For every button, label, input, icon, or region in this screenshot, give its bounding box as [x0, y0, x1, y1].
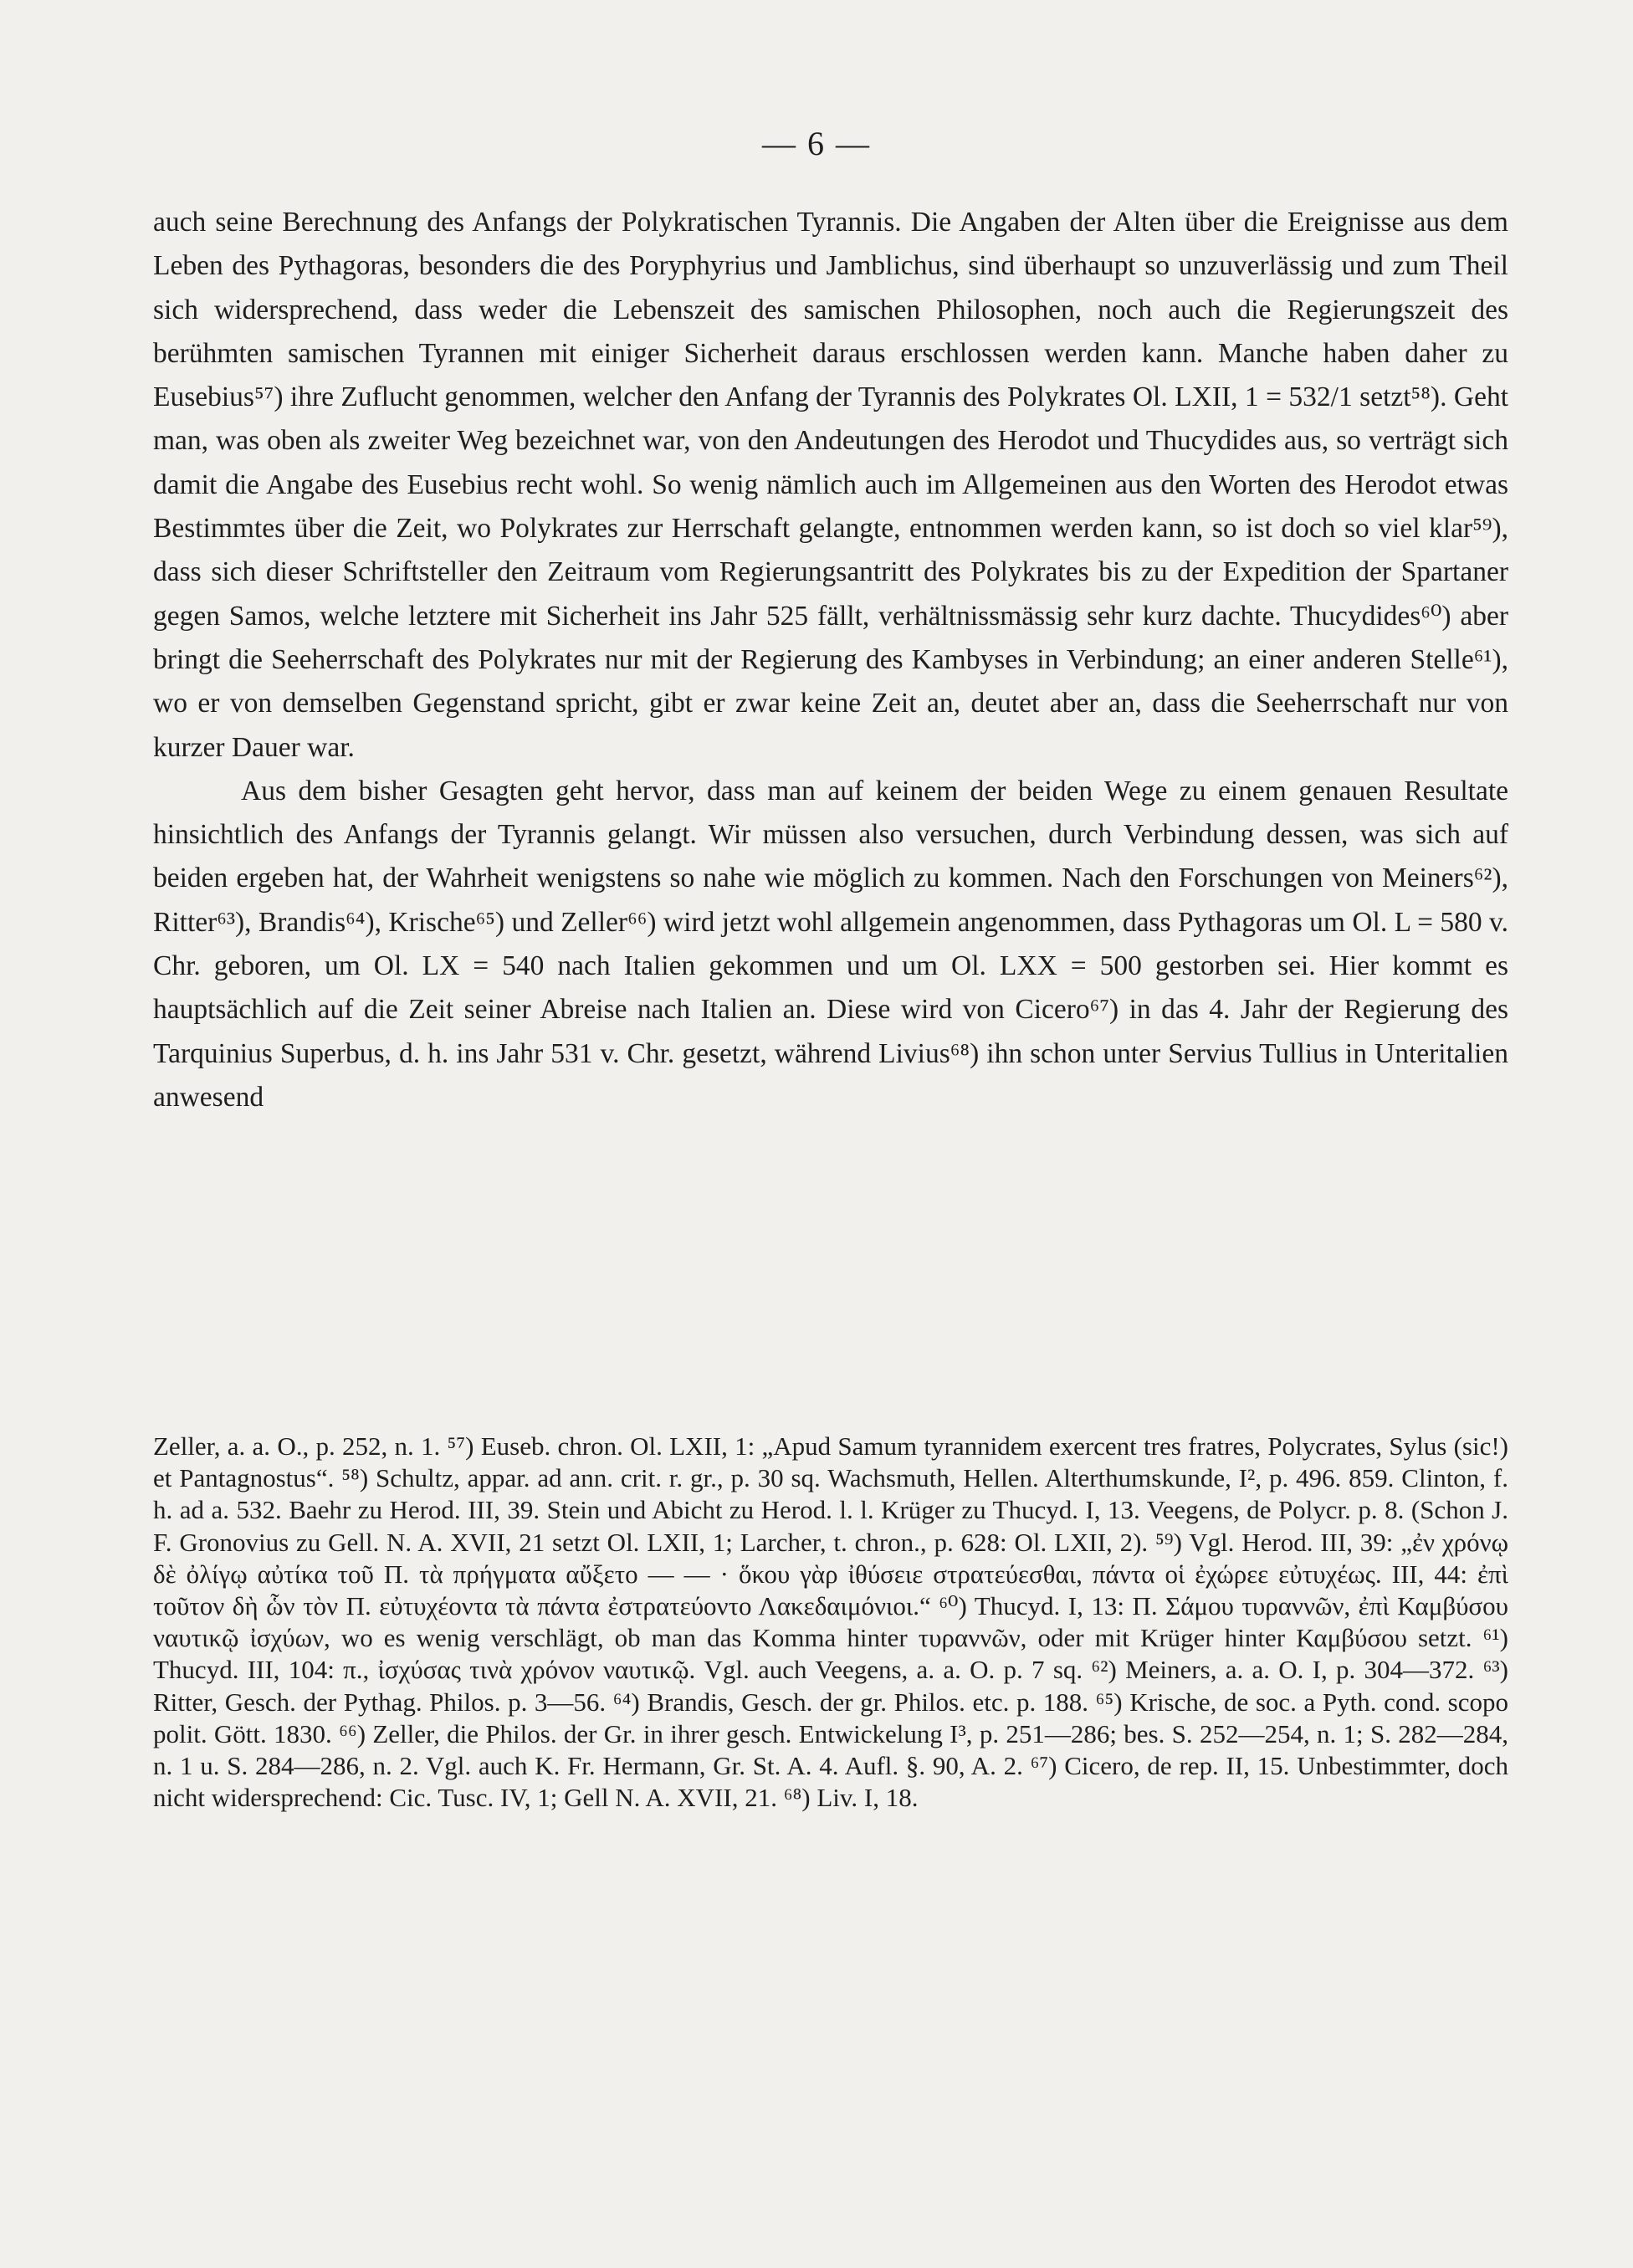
paragraph: Aus dem bisher Gesagten geht hervor, dass man auf keinem der beiden Wege zu einem genauen Resultate hinsichtlich des Anfangs der Tyrannis gelangt. Wir müssen also versuchen, durch Verbindung dessen, was sich auf beiden ergeben hat, der Wahrheit wenigstens so nahe wie möglich zu kommen. Nach den Forschungen von Meiners⁶²), Ritter⁶³), Brandis⁶⁴), Krische⁶⁵) und Zeller⁶⁶) wird jetzt wohl allgemein angenommen, dass Pythagoras um Ol. L = 580 v. Chr. geboren, um Ol. LX = 540 nach Italien gekommen und um Ol. LXX = 500 gestorben sei. Hier kommt es hauptsächlich auf die Zeit seiner Abreise nach Italien an. Diese wird von Cicero⁶⁷) in das 4. Jahr der Regierung des Tarquinius Superbus, d. h. ins Jahr 531 v. Chr. gesetzt, während Livius⁶⁸) ihn schon unter Servius Tullius in Unteritalien anwesend: [153, 775, 1509, 1113]
footnotes: [153, 1431, 1508, 1814]
footnote-text: Zeller, a. a. O., p. 252, n. 1. ⁵⁷) Euseb. chron. Ol. LXII, 1: „Apud Samum tyrannidem exercent tres fratres, Polycrates, Sylus (sic!) et Pantagnostus“. ⁵⁸) Schultz, appar. ad ann. crit. r. gr., p. 30 sq. Wachsmuth, Hellen. Alterthumskunde, I², p. 496. 859. Clinton, f. h. ad a. 532. Baehr zu Herod. III, 39. Stein und Abicht zu Herod. l. l. Krüger zu Thucyd. I, 13. Veegens, de Polycr. p. 8. (Schon J. F. Gronovius zu Gell. N. A. XVII, 21 setzt Ol. LXII, 1; Larcher, t. chron., p. 628: Ol. LXII, 2). ⁵⁹) Vgl. Herod. III, 39: „ἐν χρόνῳ δὲ ὀλίγῳ αὐτίκα τοῦ Π. τὰ πρήγματα αὔξετο — — · ὅκου γὰρ ἰθύσειε στρατεύεσθαι, πάντα οἱ ἐχώρεε εὐτυχέως. III, 44: ἐπὶ τοῦτον δὴ ὧν τὸν Π. εὐτυχέοντα τὰ πάντα ἐστρατεύοντο Λακεδαιμόνιοι.“ ⁶⁰) Thucyd. I, 13: Π. Σάμου τυραννῶν, ἐπὶ Καμβύσου ναυτικῷ ἰσχύων, wo es wenig verschlägt, ob man das Komma hinter τυραννῶν, oder mit Krüger hinter Καμβύσου setzt. ⁶¹) Thucyd. III, 104: π., ἰσχύσας τινὰ χρόνον ναυτικῷ. Vgl. auch Veegens, a. a. O. p. 7 sq. ⁶²) Meiners, a. a. O. I, p. 304—372. ⁶³) Ritter, Gesch. der Pythag. Philos. p. 3—56. ⁶⁴) Brandis, Gesch. der gr. Philos. etc. p. 188. ⁶⁵) Krische, de soc. a Pyth. cond. scopo polit. Gött. 1830. ⁶⁶) Zeller, die Philos. der Gr. in ihrer gesch. Entwickelung I³, p. 251—286; bes. S. 252—254, n. 1; S. 282—284, n. 1 u. S. 284—286, n. 2. Vgl. auch K. Fr. Hermann, Gr. St. A. 4. Aufl. §. 90, A. 2. ⁶⁷) Cicero, de rep. II, 15. Unbestimmter, doch nicht widersprechend: Cic. Tusc. IV, 1; Gell N. A. XVII, 21. ⁶⁸) Liv. I, 18.: [153, 1431, 1508, 1813]
page-number: — 6 —: [762, 125, 871, 162]
main-text: [153, 201, 1508, 1119]
paragraph: auch seine Berechnung des Anfangs der Polykratischen Tyrannis. Die Angaben der Alten über die Ereignisse aus dem Leben des Pythagoras, besonders die des Poryphyrius und Jamblichus, sind überhaupt so unzuverlässig und zum Theil sich widersprechend, dass weder die Lebenszeit des samischen Philosophen, noch auch die Regierungszeit des berühmten samischen Tyrannen mit einiger Sicherheit daraus erschlossen werden kann. Manche haben daher zu Eusebius⁵⁷) ihre Zuflucht genommen, welcher den Anfang der Tyrannis des Polykrates Ol. LXII, 1 = 532/1 setzt⁵⁸). Geht man, was oben als zweiter Weg bezeichnet war, von den Andeutungen des Herodot und Thucydides aus, so verträgt sich damit die Angabe des Eusebius recht wohl. So wenig nämlich auch im Allgemeinen aus den Worten des Herodot etwas Bestimmtes über die Zeit, wo Polykrates zur Herrschaft gelangte, entnommen werden kann, so ist doch so viel klar⁵⁹), dass sich dieser Schriftsteller den Zeitraum vom Regierungsantritt des Polykrates bis zu der Expedition der Spartaner gegen Samos, welche letztere mit Sicherheit ins Jahr 525 fällt, verhältnissmässig sehr kurz dachte. Thucydides⁶⁰) aber bringt die Seeherrschaft des Polykrates nur mit der Regierung des Kambyses in Verbindung; an einer anderen Stelle⁶¹), wo er von demselben Gegenstand spricht, gibt er zwar keine Zeit an, deutet aber an, dass die Seeherrschaft nur von kurzer Dauer war.: [153, 207, 1508, 763]
